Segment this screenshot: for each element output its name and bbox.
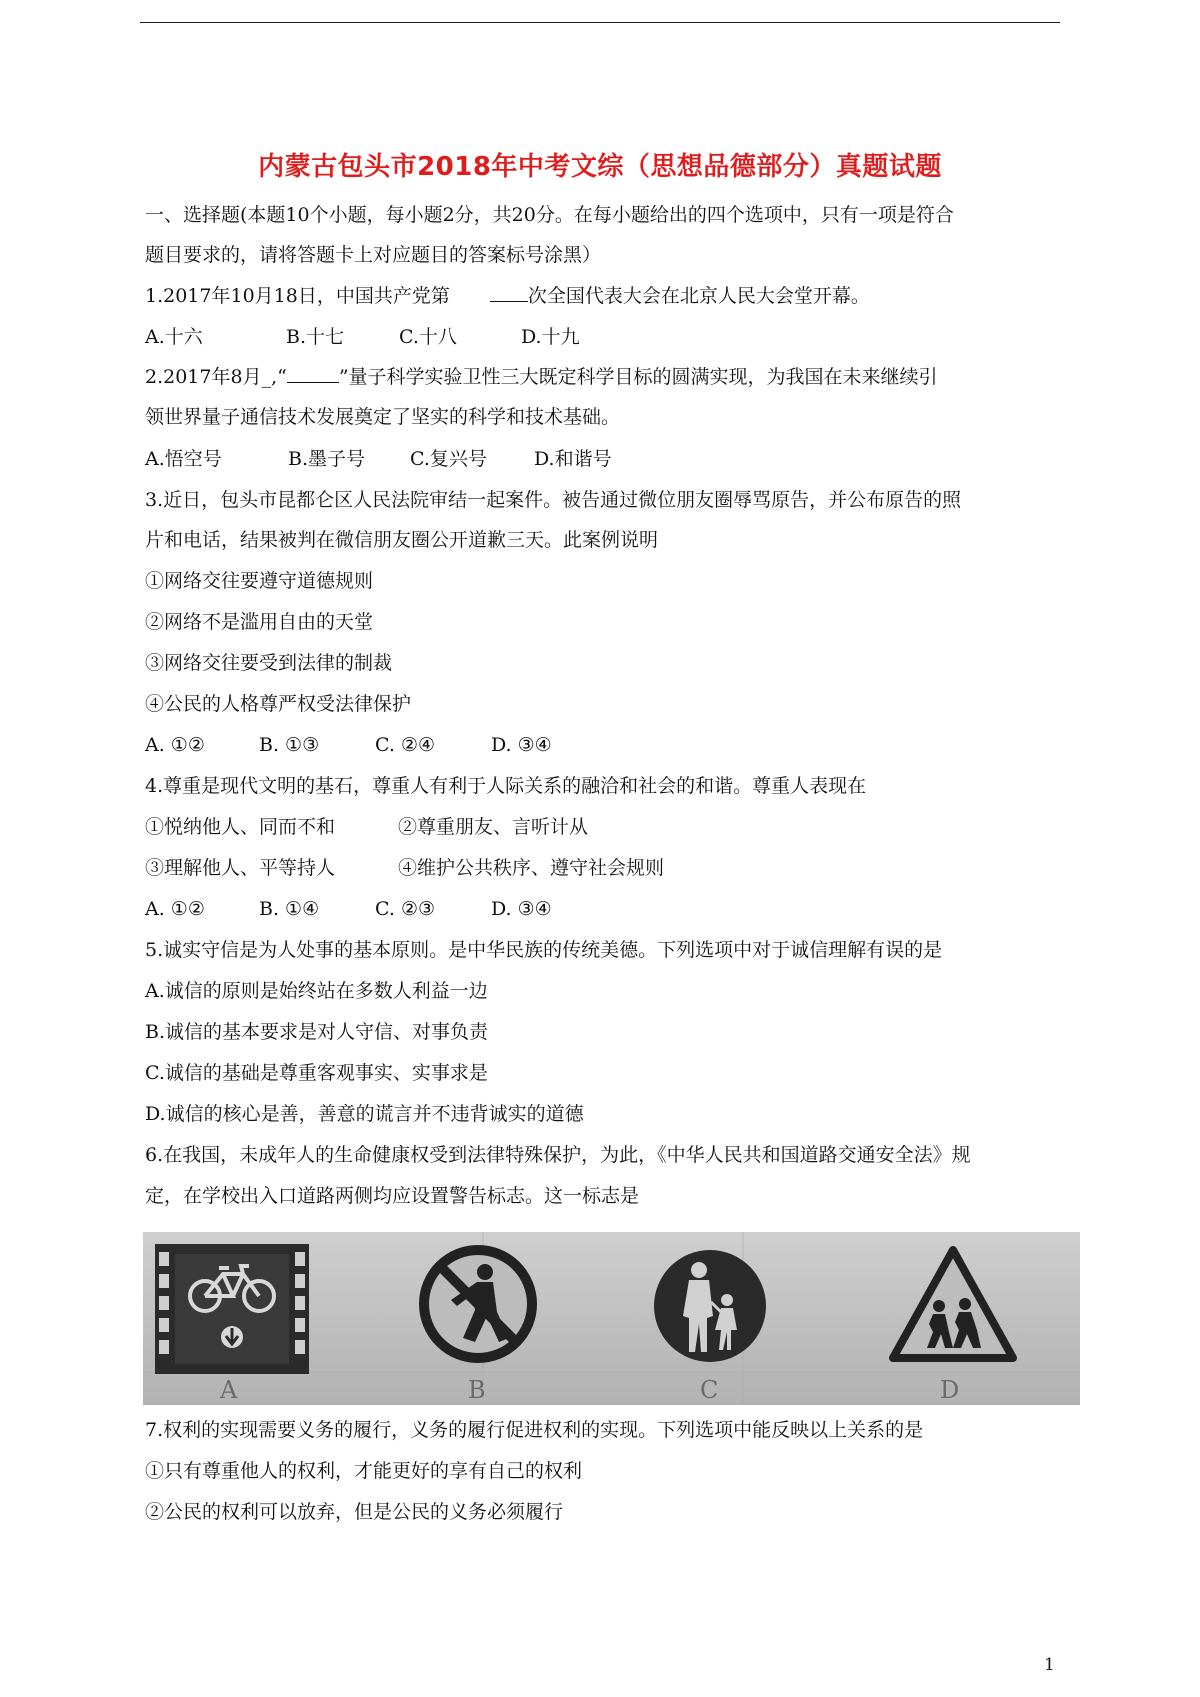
- question-4-item-2: ②尊重朋友、言听计从: [398, 816, 589, 838]
- option-a: A. ①②: [145, 898, 205, 920]
- answer-blank: [287, 364, 339, 383]
- section-instructions-line1: 一、选择题(本题10个小题，每小题2分，共20分。在每小题给出的四个选项中，只有一项是符合: [145, 204, 954, 226]
- sign-label-d: D: [940, 1376, 960, 1404]
- question-5-option-a: A.诚信的原则是始终站在多数人利益一边: [145, 980, 488, 1002]
- option-a: A. ①②: [145, 734, 205, 756]
- question-6-line1: 6.在我国，未成年人的生命健康权受到法律特殊保护，为此，《中华人民共和国道路交通安全法》规: [145, 1144, 971, 1166]
- option-a: A.悟空号: [145, 448, 222, 470]
- option-b: B. ①③: [259, 734, 320, 756]
- question-4-options: [145, 896, 552, 922]
- question-3-item-3: ③网络交往要受到法律的制裁: [145, 652, 393, 674]
- question-4-item-3: ③理解他人、平等持人: [145, 857, 336, 879]
- question-2-options: [145, 446, 612, 472]
- traffic-signs-figure: [143, 1232, 1080, 1405]
- question-1-options: [145, 324, 580, 350]
- page-title: 内蒙古包头市2018年中考文综（思想品德部分）真题试题: [258, 152, 942, 182]
- bicycle-lane-sign-icon: [155, 1244, 309, 1374]
- question-4-items-row1: [145, 814, 588, 840]
- question-5-option-c: C.诚信的基础是尊重客观事实、实事求是: [145, 1062, 488, 1084]
- question-4-items-row2: [145, 855, 664, 881]
- question-5-line1: 5.诚实守信是为人处事的基本原则。是中华民族的传统美德。下列选项中对于诚信理解有误的是: [145, 939, 943, 961]
- option-b: B.墨子号: [288, 448, 366, 470]
- option-c: C.复兴号: [410, 448, 487, 470]
- option-d: D. ③④: [491, 898, 552, 920]
- question-4-item-4: ④维护公共秩序、遵守社会规则: [398, 857, 665, 879]
- question-7-item-1: ①只有尊重他人的权利，才能更好的享有自己的权利: [145, 1460, 583, 1482]
- pedestrian-sign-icon: [654, 1250, 766, 1362]
- question-2-stem-part2: ”量子科学实验卫性三大既定科学目标的圆满实现，为我国在未来继续引: [338, 366, 938, 388]
- option-b: B.十七: [286, 326, 345, 348]
- option-d: D.十九: [521, 326, 580, 348]
- option-c: C. ②④: [375, 734, 436, 756]
- question-3-item-4: ④公民的人格尊严权受法律保护: [145, 693, 412, 715]
- sign-label-a: A: [220, 1376, 238, 1404]
- question-7-line1: 7.权利的实现需要义务的履行，义务的履行促进权利的实现。下列选项中能反映以上关系的是: [145, 1419, 924, 1441]
- question-1-stem-part2: 次全国代表大会在北京人民大会堂开幕。: [527, 285, 870, 307]
- option-d: D. ③④: [491, 734, 552, 756]
- header-rule: [140, 22, 1060, 23]
- question-5-option-b: B.诚信的基本要求是对人守信、对事负责: [145, 1021, 489, 1043]
- question-2-stem-part1: 2.2017年8月_,“: [145, 366, 287, 388]
- option-b: B. ①④: [259, 898, 320, 920]
- question-7-item-2: ②公民的权利可以放弃，但是公民的义务必须履行: [145, 1501, 564, 1523]
- question-6-line2: 定，在学校出入口道路两侧均应设置警告标志。这一标志是: [145, 1185, 640, 1207]
- sign-label-c: C: [700, 1376, 719, 1404]
- question-1-stem-part1: 1.2017年10月18日，中国共产党第: [145, 285, 450, 307]
- section-instructions-line2: 题目要求的，请将答题卡上对应题目的答案标号涂黑）: [145, 244, 602, 266]
- page-number: 1: [1044, 1655, 1055, 1675]
- option-c: C.十八: [399, 326, 457, 348]
- children-crossing-warning-sign-icon: [893, 1250, 1013, 1358]
- question-3-item-2: ②网络不是滥用自由的天堂: [145, 611, 374, 633]
- question-3-options: [145, 732, 552, 758]
- question-2-stem: [145, 364, 938, 390]
- question-2-line2: 领世界量子通信技术发展奠定了坚实的科学和技术基础。: [145, 406, 621, 428]
- question-5-option-d: D.诚信的核心是善，善意的谎言并不违背诚实的道德: [145, 1103, 584, 1125]
- no-pedestrian-sign-icon: [424, 1250, 532, 1358]
- sign-label-b: B: [468, 1376, 486, 1404]
- question-3-line1: 3.近日，包头市昆都仑区人民法院审结一起案件。被告通过微位朋友圈辱骂原告，并公布原告的照: [145, 489, 962, 511]
- answer-blank: [490, 283, 528, 302]
- option-a: A.十六: [145, 326, 203, 348]
- question-4-item-1: ①悦纳他人、同而不和: [145, 816, 336, 838]
- question-3-line2: 片和电话，结果被判在微信朋友圈公开道歉三天。此案例说明: [145, 529, 659, 551]
- option-c: C. ②③: [375, 898, 436, 920]
- option-d: D.和谐号: [534, 448, 612, 470]
- question-4-line1: 4.尊重是现代文明的基石，尊重人有利于人际关系的融洽和社会的和谐。尊重人表现在: [145, 775, 867, 797]
- question-3-item-1: ①网络交往要遵守道德规则: [145, 570, 374, 592]
- question-1-stem: [145, 283, 870, 309]
